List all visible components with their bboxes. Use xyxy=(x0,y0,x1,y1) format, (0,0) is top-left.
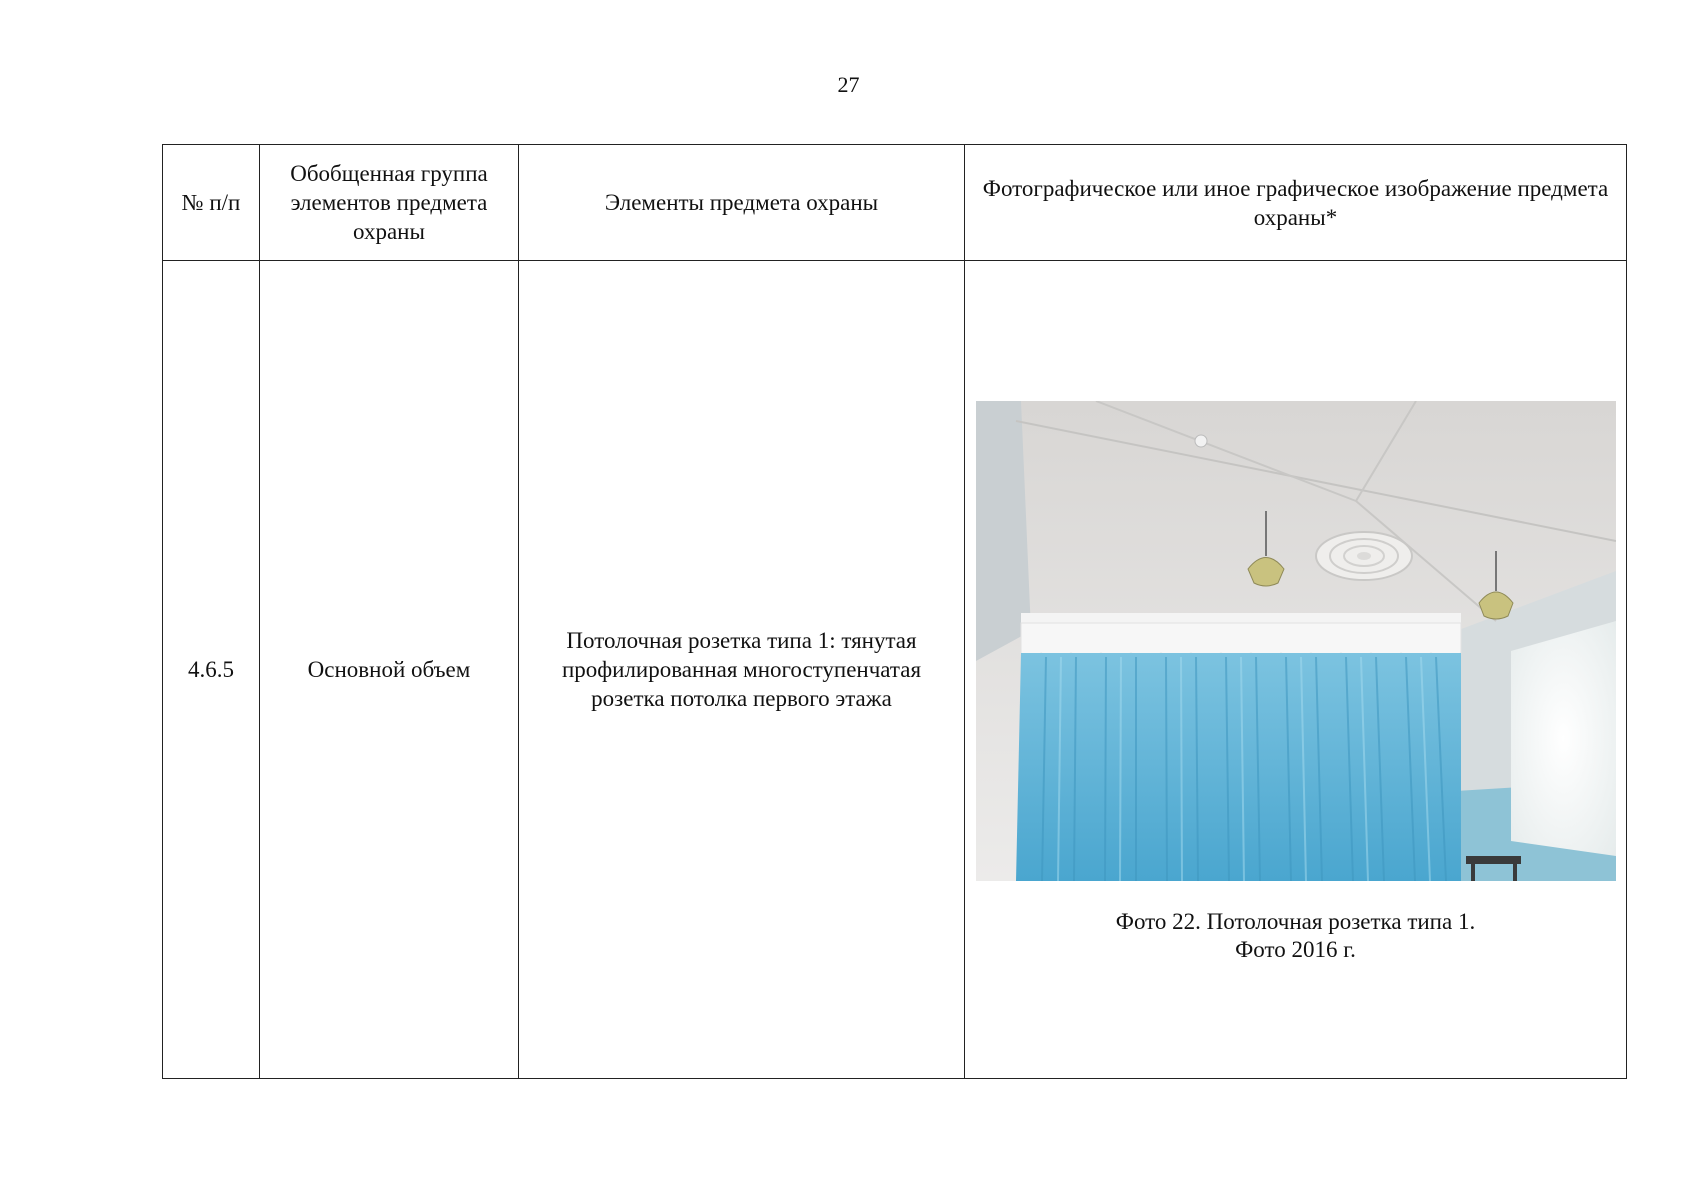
ceiling-rosette-photo xyxy=(976,401,1616,881)
header-group: Обобщенная группа элементов предмета охраны xyxy=(260,145,519,261)
header-num: № п/п xyxy=(163,145,260,261)
photo-caption-line1: Фото 22. Потолочная розетка типа 1. xyxy=(1115,909,1476,934)
photo-caption xyxy=(965,908,1626,964)
row-num: 4.6.5 xyxy=(163,261,260,1079)
table-row xyxy=(163,261,1627,1079)
row-element: Потолочная розетка типа 1: тянутая профилированная многоступенчатая розетка потолка первого этажа xyxy=(519,261,965,1079)
page-number: 27 xyxy=(837,72,860,97)
header-elements: Элементы предмета охраны xyxy=(519,145,965,261)
photo-caption-line2: Фото 2016 г. xyxy=(1235,937,1356,962)
table-header-row xyxy=(163,145,1627,261)
row-group: Основной объем xyxy=(260,261,519,1079)
row-photo-cell xyxy=(965,261,1627,1079)
protection-table xyxy=(162,144,1627,1079)
header-image: Фотографическое или иное графическое изображение предмета охраны* xyxy=(965,145,1627,261)
